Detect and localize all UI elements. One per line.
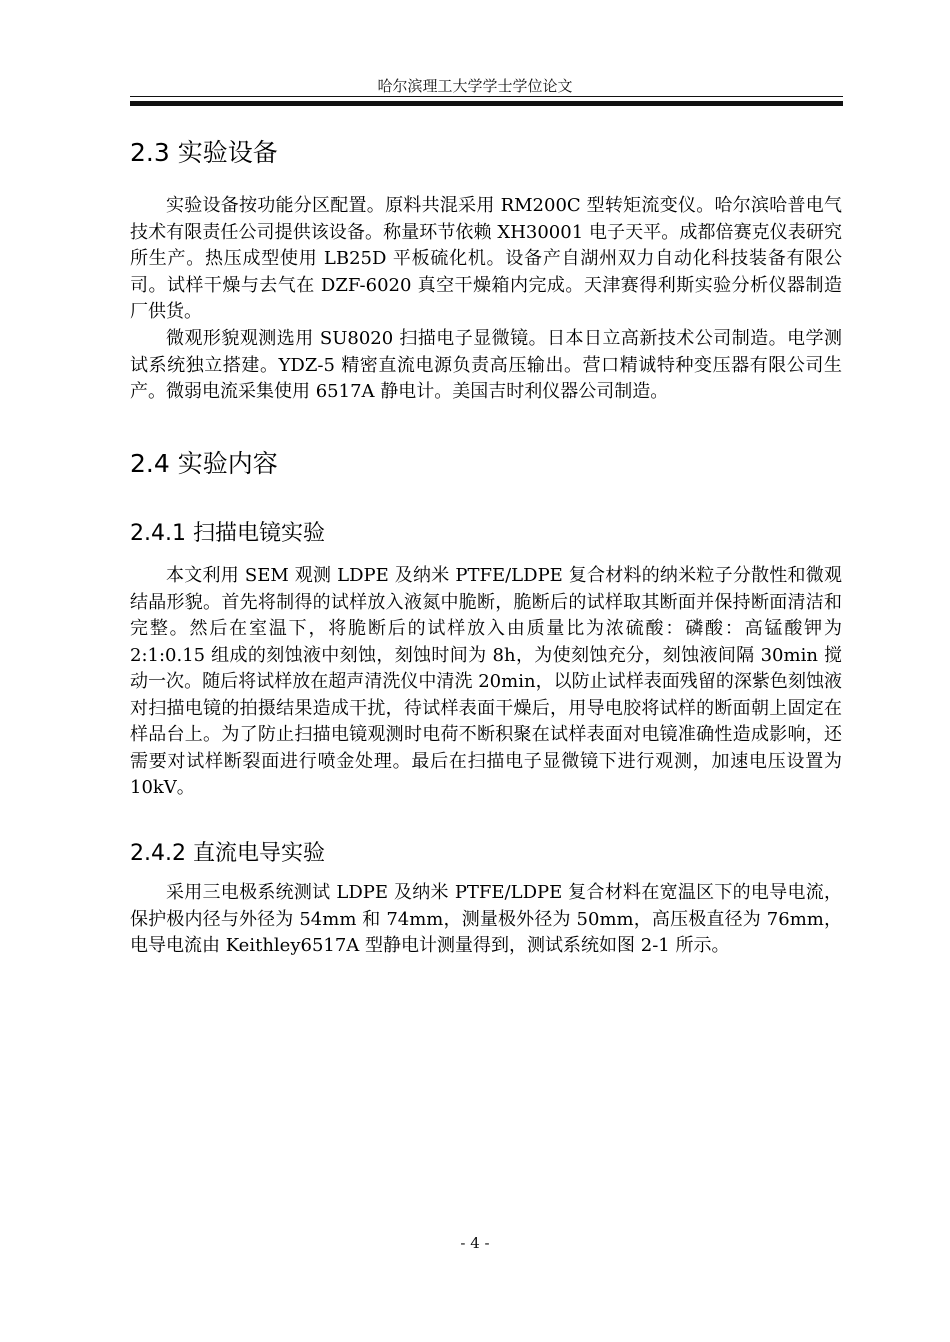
subsection-heading-2-4-1: 2.4.1 扫描电镜实验 [130,521,325,546]
subsection-heading-2-4-2: 2.4.2 直流电导实验 [130,841,325,866]
sem-experiment-paragraph: 本文利用 SEM 观测 LDPE 及纳米 PTFE/LDPE 复合材料的纳米粒子分散性和微观结晶形貌。首先将制得的试样放入液氮中脆断，脆断后的试样取其断面并保持断面清洁和完整。然后在室温下，将脆断后的试样放入由质量比为浓硫酸：磷酸：高锰酸钾为 2:1:0.15 组成的刻蚀液中刻蚀，刻蚀时间为 8h，为使刻蚀充分，刻蚀液间隔 30min 搅动一次。随后将试样放在超声清洗仪中清洗 20min，以防止试样表面残留的深紫色刻蚀液对扫描电镜的拍摄结果造成干扰，待试样表面干燥后，用导电胶将试样的断面朝上固定在样品台上。为了防止扫描电镜观测时电荷不断积聚在试样表面对电镜准确性造成影响，还需要对试样断裂面进行喷金处理。最后在扫描电子显微镜下进行观测，加速电压设置为 10kV。 [130,565,842,798]
section-heading-2-4: 2.4 实验内容 [130,449,278,478]
header-rule-thick [130,101,843,106]
page-number: - 4 - [460,1234,490,1252]
running-header-title: 哈尔滨理工大学学士学位论文 [377,77,573,95]
header-rule-thin [130,96,843,97]
equipment-paragraph-2: 微观形貌观测选用 SU8020 扫描电子显微镜。日本日立高新技术公司制造。电学测试系统独立搭建。YDZ-5 精密直流电源负责高压输出。营口精诚特种变压器有限公司生产。微弱电流采集使用 6517A 静电计。美国吉时利仪器公司制造。 [130,328,842,402]
section-heading-2-3: 2.3 实验设备 [130,138,278,167]
dc-conductance-paragraph: 采用三电极系统测试 LDPE 及纳米 PTFE/LDPE 复合材料在宽温区下的电导电流，保护极内径与外径为 54mm 和 74mm，测量极外径为 50mm，高压极直径为 76mm，电导电流由 Keithley6517A 型静电计测量得到，测试系统如图 2-1 所示。 [130,882,842,956]
equipment-paragraph-1: 实验设备按功能分区配置。原料共混采用 RM200C 型转矩流变仪。哈尔滨哈普电气技术有限责任公司提供该设备。称量环节依赖 XH30001 电子天平。成都倍赛克仪表研究所生产。热压成型使用 LB25D 平板硫化机。设备产自湖州双力自动化科技装备有限公司。试样干燥与去气在 DZF-6020 真空干燥箱内完成。天津赛得利斯实验分析仪器制造厂供货。 [130,195,842,322]
